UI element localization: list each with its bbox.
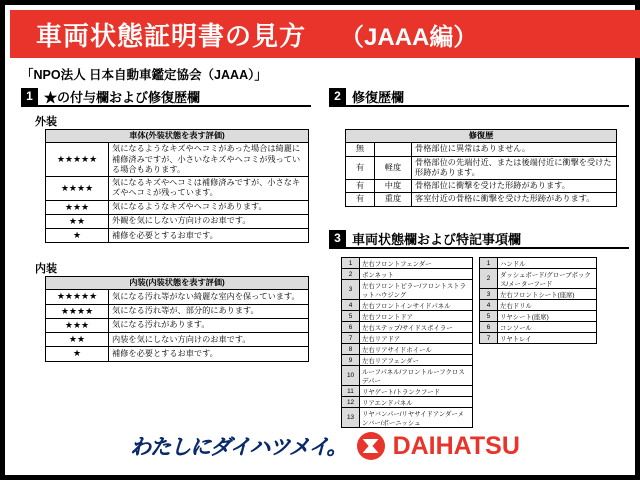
- list-item: [342, 280, 473, 300]
- rating-stars: ★★: [46, 214, 109, 228]
- part-name: 左右フロントインサイドパネル: [360, 300, 473, 311]
- rating-stars: ★: [46, 347, 109, 361]
- repair-level: 軽度: [375, 156, 412, 180]
- part-number: 4: [480, 300, 498, 311]
- part-name: 左右リアドア: [360, 333, 473, 344]
- rating-desc: 気になるようなキズやヘコミがあります。: [109, 200, 309, 214]
- rating-stars: ★★★★: [46, 177, 109, 201]
- exterior-table-header: 車体(外装状態を表す評価): [46, 130, 309, 143]
- page-title: 車両状態証明書の見方: [36, 20, 307, 51]
- table-row: [46, 333, 309, 347]
- list-item: [342, 258, 473, 269]
- table-row: [46, 347, 309, 361]
- part-name: リヤトレイ: [498, 333, 597, 344]
- list-item: [480, 289, 597, 300]
- rating-stars: ★★★: [46, 318, 109, 332]
- part-number: 4: [342, 300, 360, 311]
- part-number: 6: [342, 322, 360, 333]
- part-name: ハンドル: [498, 258, 597, 269]
- list-item: [342, 355, 473, 366]
- table-row: [46, 318, 309, 332]
- part-name: 左右リアフェンダー: [360, 355, 473, 366]
- part-number: 1: [480, 258, 498, 269]
- rating-desc: 気になる汚れ等がない綺麗な室内を保っています。: [109, 290, 309, 304]
- part-number: 3: [480, 289, 498, 300]
- section-header-2: [329, 87, 629, 107]
- repair-rank: 無: [346, 143, 375, 156]
- table-row: [346, 180, 617, 193]
- rating-stars: ★: [46, 229, 109, 243]
- footer: [5, 431, 640, 461]
- section-number-2: 2: [329, 88, 346, 105]
- part-number: 7: [480, 333, 498, 344]
- table-row: [46, 143, 309, 177]
- part-number: 5: [480, 311, 498, 322]
- part-number: 2: [342, 269, 360, 280]
- rating-desc: 気になる汚れ等が、部分的にあります。: [109, 304, 309, 318]
- association-note: 「NPO法人 日本自動車鑑定協会（JAAA）」: [21, 68, 267, 82]
- repair-history-table: [345, 129, 617, 207]
- list-item: [480, 333, 597, 344]
- repair-table-header: 修復歴: [346, 130, 617, 143]
- section-header-1: [21, 87, 311, 107]
- part-number: 3: [342, 280, 360, 300]
- table-row: [346, 143, 617, 156]
- table-row: [346, 130, 617, 143]
- rating-desc: 内装を気にしない方向けのお車です。: [109, 333, 309, 347]
- part-name: ルーフパネル/フロントルーフクロスデパー: [360, 366, 473, 386]
- table-row: [46, 214, 309, 228]
- table-row: [46, 304, 309, 318]
- part-number: 7: [342, 333, 360, 344]
- header-banner: [10, 10, 640, 58]
- part-name: リアエンドパネル: [360, 397, 473, 408]
- brand-name: DAIHATSU: [392, 431, 520, 460]
- exterior-rating-table: [45, 129, 309, 243]
- list-item: [342, 344, 473, 355]
- part-number: 12: [342, 397, 360, 408]
- repair-level: [375, 143, 412, 156]
- list-item: [480, 300, 597, 311]
- part-number: 6: [480, 322, 498, 333]
- rating-desc: 外観を気にしない方向けのお車です。: [109, 214, 309, 228]
- repair-rank: 有: [346, 193, 375, 206]
- part-name: リヤバンパー/リヤサイドアンダーメンバー/ボーニッシュ: [360, 408, 473, 428]
- part-name: コンソール: [498, 322, 597, 333]
- list-item: [342, 366, 473, 386]
- list-item: [480, 311, 597, 322]
- part-name: リヤゲート/トランクフード: [360, 386, 473, 397]
- table-row: [46, 229, 309, 243]
- table-row: [46, 277, 309, 290]
- list-item: [480, 258, 597, 269]
- section-header-3: [329, 229, 629, 249]
- part-number: 11: [342, 386, 360, 397]
- list-item: [342, 386, 473, 397]
- interior-rating-table: [45, 276, 309, 362]
- rating-desc: 気になるようなキズやヘコミがあった場合は綺麗に補修済みですが、小さいなキズやヘコミが残っている場合もあります。: [109, 143, 309, 177]
- section-title-2: 修復歴欄: [352, 89, 405, 105]
- table-row: [46, 177, 309, 201]
- page-title-suffix: （JAAA編）: [340, 23, 478, 51]
- daihatsu-logo-icon: [357, 432, 385, 460]
- table-row: [46, 130, 309, 143]
- table-row: [46, 290, 309, 304]
- repair-level: 重度: [375, 193, 412, 206]
- part-name: 左右フロントシート(座席): [498, 289, 597, 300]
- list-item: [342, 333, 473, 344]
- part-number: 8: [342, 344, 360, 355]
- parts-index-exterior: [341, 257, 473, 428]
- table-row: [46, 200, 309, 214]
- repair-desc: 骨格部位の先端付近、または後端付近に衝撃を受けた形跡があります。: [412, 156, 617, 180]
- rating-desc: 補修を必要とするお車です。: [109, 229, 309, 243]
- list-item: [342, 311, 473, 322]
- rating-stars: ★★★★★: [46, 290, 109, 304]
- rating-desc: 補修を必要とするお車です。: [109, 347, 309, 361]
- table-row: [346, 193, 617, 206]
- repair-desc: 客室付近の骨格に衝撃を受けた形跡があります。: [412, 193, 617, 206]
- part-name: 左右フロントフェンダー: [360, 258, 473, 269]
- list-item: [342, 397, 473, 408]
- table-row: [346, 156, 617, 180]
- list-item: [342, 269, 473, 280]
- part-name: 左右フロントピラー/フロントストラットハウジング: [360, 280, 473, 300]
- section-number-1: 1: [21, 88, 38, 105]
- part-number: 5: [342, 311, 360, 322]
- part-number: 2: [480, 269, 498, 289]
- repair-desc: 骨格部位に衝撃を受けた形跡があります。: [412, 180, 617, 193]
- part-number: 1: [342, 258, 360, 269]
- list-item: [342, 408, 473, 428]
- part-name: 左右ステップ/サイドスポイラー: [360, 322, 473, 333]
- rating-stars: ★★: [46, 333, 109, 347]
- rating-stars: ★★★★★: [46, 143, 109, 177]
- section-title-3: 車両状態欄および特記事項欄: [352, 231, 522, 247]
- part-number: 13: [342, 408, 360, 428]
- list-item: [342, 322, 473, 333]
- list-item: [342, 300, 473, 311]
- exterior-label: 外装: [35, 116, 57, 128]
- part-name: ダッシュボード/グローブボックス/メーターフード: [498, 269, 597, 289]
- repair-desc: 骨格部位に異常はありません。: [412, 143, 617, 156]
- rating-stars: ★★★★: [46, 304, 109, 318]
- part-name: 左右フロントドア: [360, 311, 473, 322]
- parts-index-interior: [479, 257, 597, 344]
- slogan-text: わたしにダイハツメイ。: [130, 436, 347, 459]
- interior-table-header: 内装(内装状態を表す評価): [46, 277, 309, 290]
- rating-desc: 気になるキズやヘコミは補修済みですが、小さなキズやヘコミが残っています。: [109, 177, 309, 201]
- part-name: 左右ドリル: [498, 300, 597, 311]
- list-item: [480, 269, 597, 289]
- rating-stars: ★★★: [46, 200, 109, 214]
- part-number: 9: [342, 355, 360, 366]
- part-number: 10: [342, 366, 360, 386]
- section-number-3: 3: [329, 230, 346, 247]
- repair-rank: 有: [346, 156, 375, 180]
- part-name: リヤシート(座席): [498, 311, 597, 322]
- interior-label: 内装: [35, 263, 57, 275]
- list-item: [480, 322, 597, 333]
- rating-desc: 気になる汚れがあります。: [109, 318, 309, 332]
- part-name: 左右リアサイドホイール: [360, 344, 473, 355]
- part-name: ボンネット: [360, 269, 473, 280]
- repair-level: 中度: [375, 180, 412, 193]
- section-title-1: ★の付与欄および修復歴欄: [44, 89, 201, 105]
- repair-rank: 有: [346, 180, 375, 193]
